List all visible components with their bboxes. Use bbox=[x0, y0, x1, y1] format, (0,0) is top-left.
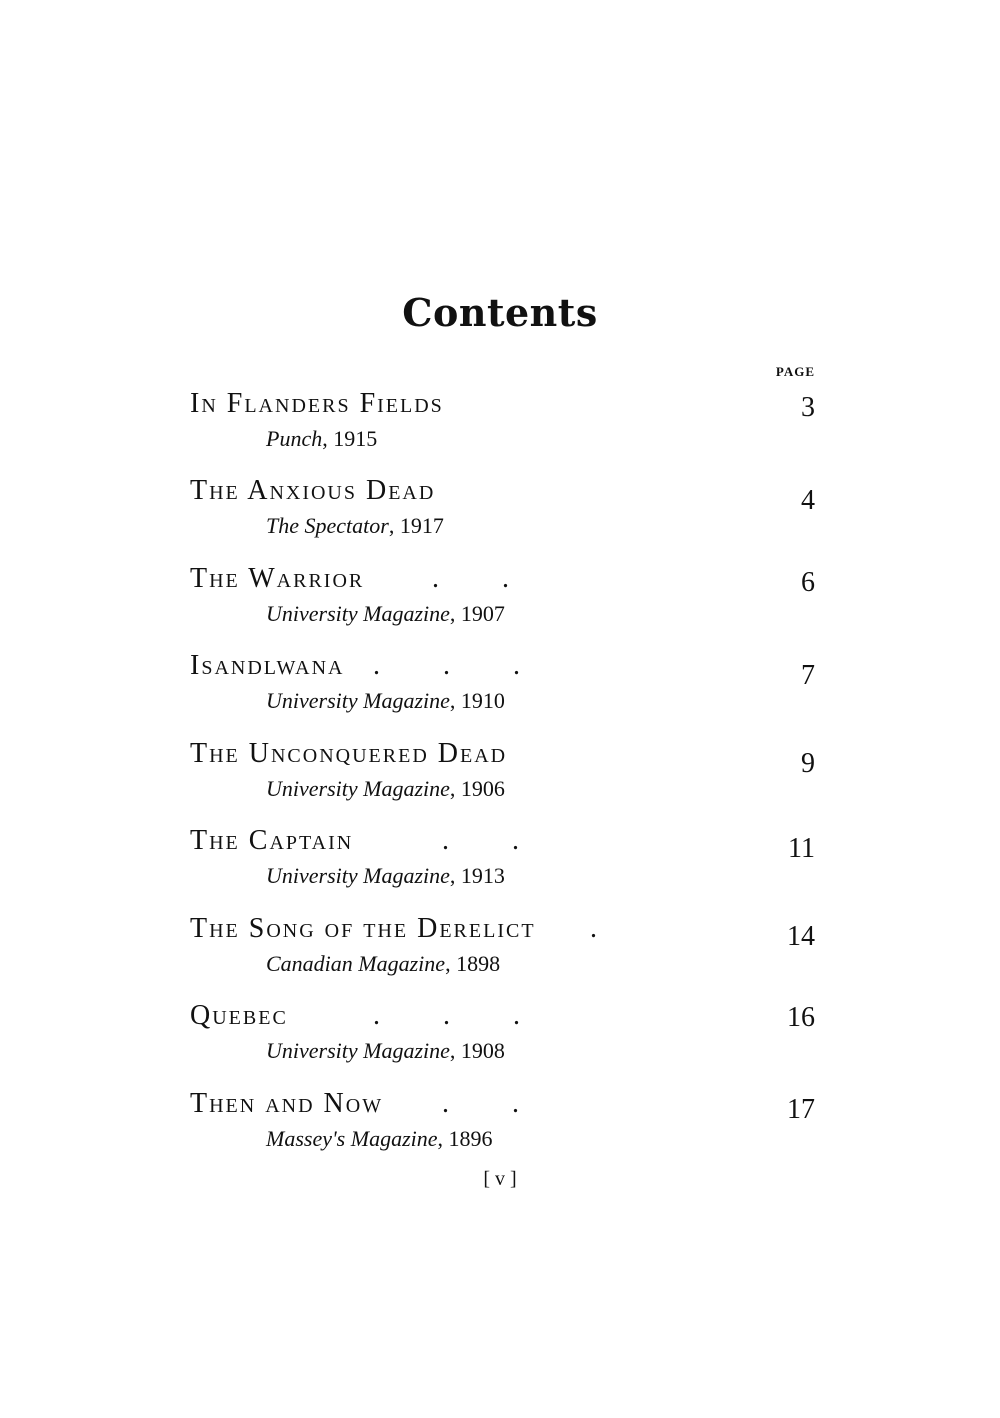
leader-dots: . . . bbox=[373, 1000, 548, 1031]
entry-page-number: 9 bbox=[801, 748, 815, 779]
source-name: Canadian Magazine bbox=[266, 951, 446, 976]
toc-entry[interactable] bbox=[190, 650, 815, 730]
entry-page-number: 6 bbox=[801, 567, 815, 598]
source-year: 1915 bbox=[333, 426, 378, 451]
source-name: The Spectator bbox=[266, 513, 389, 538]
leader-dots: . . bbox=[442, 825, 547, 856]
toc-entry[interactable] bbox=[190, 475, 815, 555]
toc-entry[interactable] bbox=[190, 738, 815, 818]
source-name: University Magazine bbox=[266, 863, 450, 888]
source-year: 1896 bbox=[448, 1126, 493, 1151]
entry-source: Massey's Magazine, 1896 bbox=[266, 1126, 493, 1151]
source-name: University Magazine bbox=[266, 776, 450, 801]
source-name: Massey's Magazine bbox=[266, 1126, 438, 1151]
entry-page-number: 3 bbox=[801, 392, 815, 423]
leader-dots: . . bbox=[442, 1088, 547, 1119]
page-folio: [ v ] bbox=[483, 1168, 517, 1190]
source-year: 1907 bbox=[460, 601, 505, 626]
entry-page-number: 16 bbox=[787, 1002, 815, 1033]
source-name: University Magazine bbox=[266, 688, 450, 713]
source-year: 1898 bbox=[456, 951, 501, 976]
source-year: 1917 bbox=[399, 513, 444, 538]
toc-entry[interactable] bbox=[190, 563, 815, 643]
entry-title: The Captain bbox=[190, 825, 354, 856]
entry-page-number: 14 bbox=[787, 921, 815, 952]
entry-page-number: 4 bbox=[801, 485, 815, 516]
entry-source: University Magazine, 1910 bbox=[266, 688, 505, 713]
page-column-label: PAGE bbox=[775, 364, 815, 379]
entry-title: In Flanders Fields bbox=[190, 388, 444, 419]
entry-page-number: 17 bbox=[787, 1094, 815, 1125]
leader-dots: . . . bbox=[373, 650, 548, 681]
entry-source: University Magazine, 1907 bbox=[266, 601, 505, 626]
source-year: 1910 bbox=[460, 688, 505, 713]
source-name: University Magazine bbox=[266, 601, 450, 626]
entry-source: University Magazine, 1908 bbox=[266, 1038, 505, 1063]
source-year: 1908 bbox=[460, 1038, 505, 1063]
toc-entry[interactable] bbox=[190, 1000, 815, 1080]
entry-title: The Anxious Dead bbox=[190, 475, 436, 506]
toc-entry[interactable] bbox=[190, 825, 815, 905]
entry-title: The Warrior bbox=[190, 563, 365, 594]
entry-title: The Song of the Derelict bbox=[190, 913, 536, 944]
source-name: Punch bbox=[266, 426, 323, 451]
toc-entry[interactable] bbox=[190, 1088, 815, 1168]
leader-dots: . . bbox=[432, 563, 537, 594]
entry-title: Isandlwana bbox=[190, 650, 345, 681]
entry-page-number: 11 bbox=[788, 833, 815, 864]
entry-source: University Magazine, 1913 bbox=[266, 863, 505, 888]
leader-dots: . bbox=[590, 913, 625, 944]
entry-title: Then and Now bbox=[190, 1088, 384, 1119]
entry-source: The Spectator, 1917 bbox=[266, 513, 444, 538]
source-year: 1913 bbox=[460, 863, 505, 888]
source-year: 1906 bbox=[460, 776, 505, 801]
toc-entry[interactable] bbox=[190, 913, 815, 993]
page-title: Contents bbox=[402, 290, 598, 335]
entry-source: Canadian Magazine, 1898 bbox=[266, 951, 501, 976]
entry-page-number: 7 bbox=[801, 660, 815, 691]
entry-source: Punch, 1915 bbox=[266, 426, 378, 451]
source-name: University Magazine bbox=[266, 1038, 450, 1063]
entry-title: The Unconquered Dead bbox=[190, 738, 508, 769]
entry-source: University Magazine, 1906 bbox=[266, 776, 505, 801]
toc-entry[interactable] bbox=[190, 388, 815, 468]
entry-title: Quebec bbox=[190, 1000, 288, 1031]
